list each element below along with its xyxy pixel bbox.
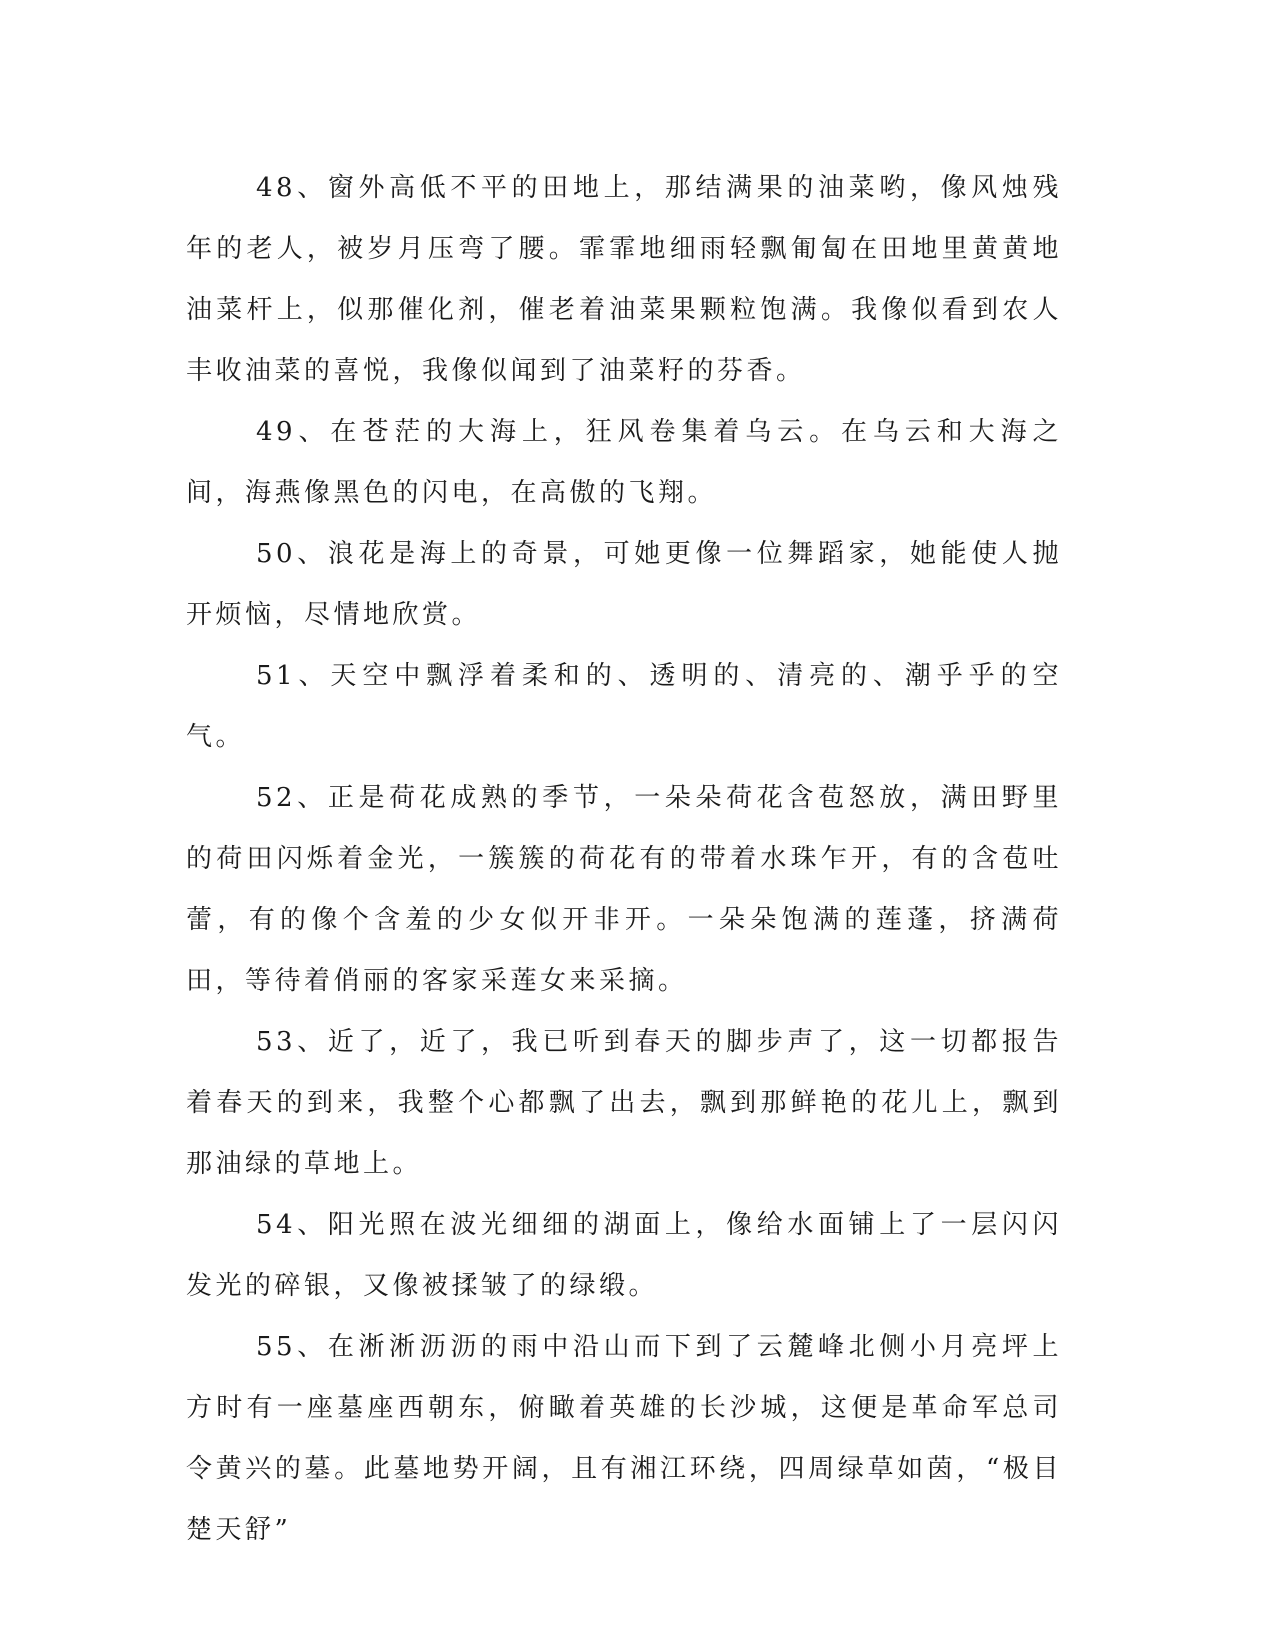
paragraph-50: 50、浪花是海上的奇景，可她更像一位舞蹈家，她能使人抛开烦恼，尽情地欣赏。 [186, 539, 1062, 630]
paragraph-48: 48、窗外高低不平的田地上，那结满果的油菜哟，像风烛残年的老人，被岁月压弯了腰。霏霏地细雨轻飘匍匐在田地里黄黄地油菜杆上，似那催化剂，催老着油菜果颗粒饱满。我像似看到农人丰收油菜的喜悦，我像似闻到了油菜籽的芬香。 [186, 173, 1062, 386]
paragraph-49: 49、在苍茫的大海上，狂风卷集着乌云。在乌云和大海之间，海燕像黑色的闪电，在高傲的飞翔。 [186, 417, 1062, 508]
paragraph-54: 54、阳光照在波光细细的湖面上，像给水面铺上了一层闪闪发光的碎银，又像被揉皱了的绿缎。 [186, 1210, 1062, 1301]
document-page [186, 158, 1062, 1561]
paragraph-55: 55、在淅淅沥沥的雨中沿山而下到了云麓峰北侧小月亮坪上方时有一座墓座西朝东，俯瞰着英雄的长沙城，这便是革命军总司令黄兴的墓。此墓地势开阔，且有湘江环绕，四周绿草如茵，“极目楚天舒” [186, 1332, 1062, 1545]
paragraph-52: 52、正是荷花成熟的季节，一朵朵荷花含苞怒放，满田野里的荷田闪烁着金光，一簇簇的荷花有的带着水珠乍开，有的含苞吐蕾，有的像个含羞的少女似开非开。一朵朵饱满的莲蓬，挤满荷田，等待着俏丽的客家采莲女来采摘。 [186, 783, 1062, 996]
paragraph-51: 51、天空中飘浮着柔和的、透明的、清亮的、潮乎乎的空气。 [186, 661, 1062, 752]
paragraph-53: 53、近了，近了，我已听到春天的脚步声了，这一切都报告着春天的到来，我整个心都飘了出去，飘到那鲜艳的花儿上，飘到那油绿的草地上。 [186, 1027, 1062, 1179]
